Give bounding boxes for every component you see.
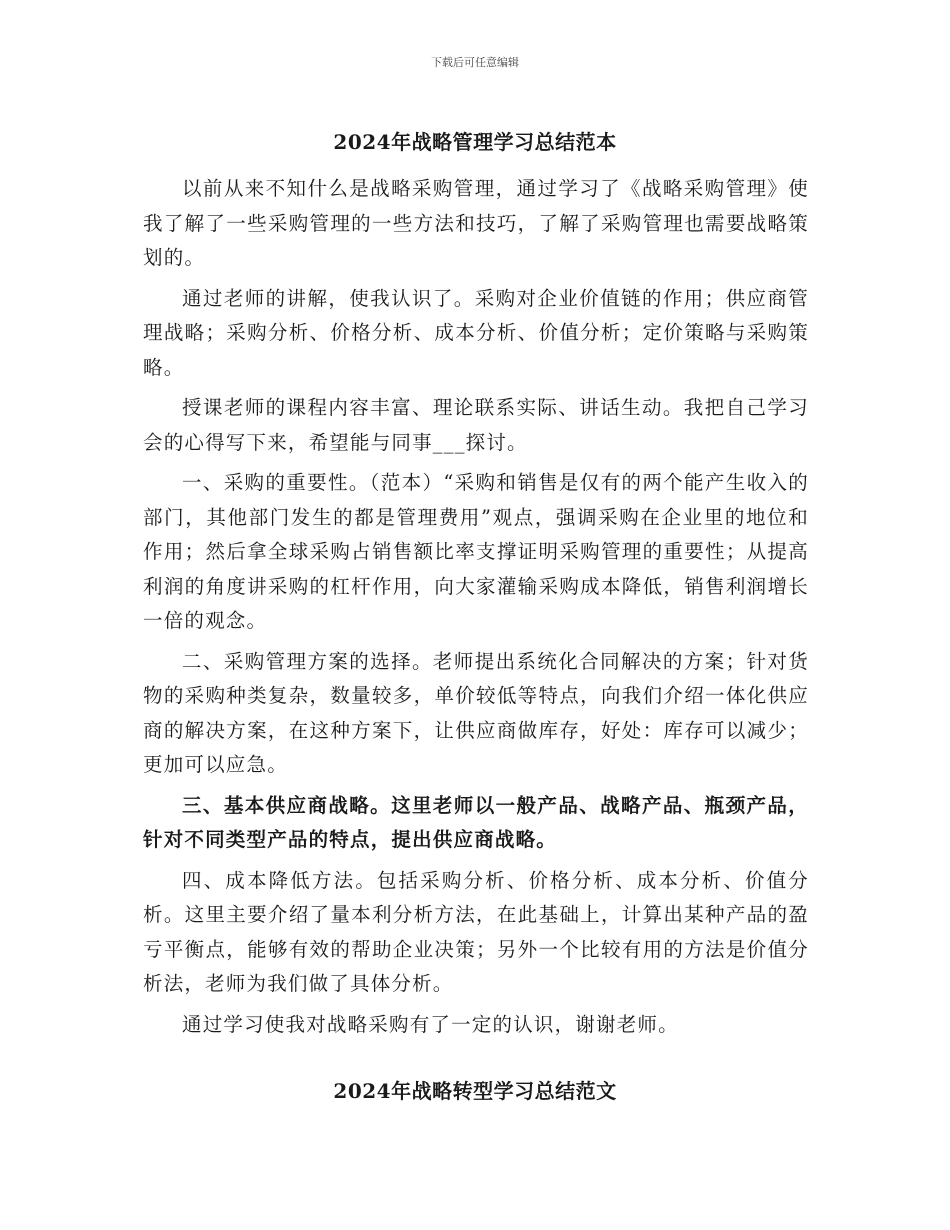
paragraph-section-4: 四、成本降低方法。包括采购分析、价格分析、成本分析、价值分析。这里主要介绍了量本利分析方法，在此基础上，计算出某种产品的盈亏平衡点，能够有效的帮助企业决策；另外一个比较有用的方法是价值分析法，老师为我们做了具体分析。 [143,868,809,995]
document-title: 2024年战略管理学习总结范本 [333,130,617,154]
paragraph-section-3: 三、基本供应商战略。这里老师以一般产品、战略产品、瓶颈产品，针对不同类型产品的特点，提出供应商战略。 [143,793,809,851]
paragraph-teacher: 通过老师的讲解，使我认识了。采购对企业价值链的作用；供应商管理战略；采购分析、价格分析、成本分析、价值分析；定价策略与采购策略。 [143,286,809,379]
paragraph-section-2: 二、采购管理方案的选择。老师提出系统化合同解决的方案；针对货物的采购种类复杂，数量较多，单价较低等特点，向我们介绍一体化供应商的解决方案，在这种方案下，让供应商做库存，好处：库存可以减少；更加可以应急。 [143,649,809,776]
paragraph-intro: 以前从来不知什么是战略采购管理，通过学习了《战略采购管理》使我了解了一些采购管理的一些方法和技巧，了解了采购管理也需要战略策划的。 [143,177,809,269]
header-note: 下载后可任意编辑 [431,56,519,69]
document-body [143,172,809,1048]
paragraph-course: 授课老师的课程内容丰富、理论联系实际、讲话生动。我把自己学习会的心得写下来，希望能与同事___探讨。 [143,396,809,454]
paragraph-section-1: 一、采购的重要性。（范本）“采购和销售是仅有的两个能产生收入的部门，其他部门发生的都是管理费用”观点，强调采购在企业里的地位和作用；然后拿全球采购占销售额比率支撑证明采购管理的重要性；从提高利润的角度讲采购的杠杆作用，向大家灌输采购成本降低，销售利润增长一倍的观念。 [143,471,809,632]
paragraph-conclusion: 通过学习使我对战略采购有了一定的认识，谢谢老师。 [182,1012,679,1036]
next-document-title: 2024年战略转型学习总结范文 [333,1079,617,1103]
